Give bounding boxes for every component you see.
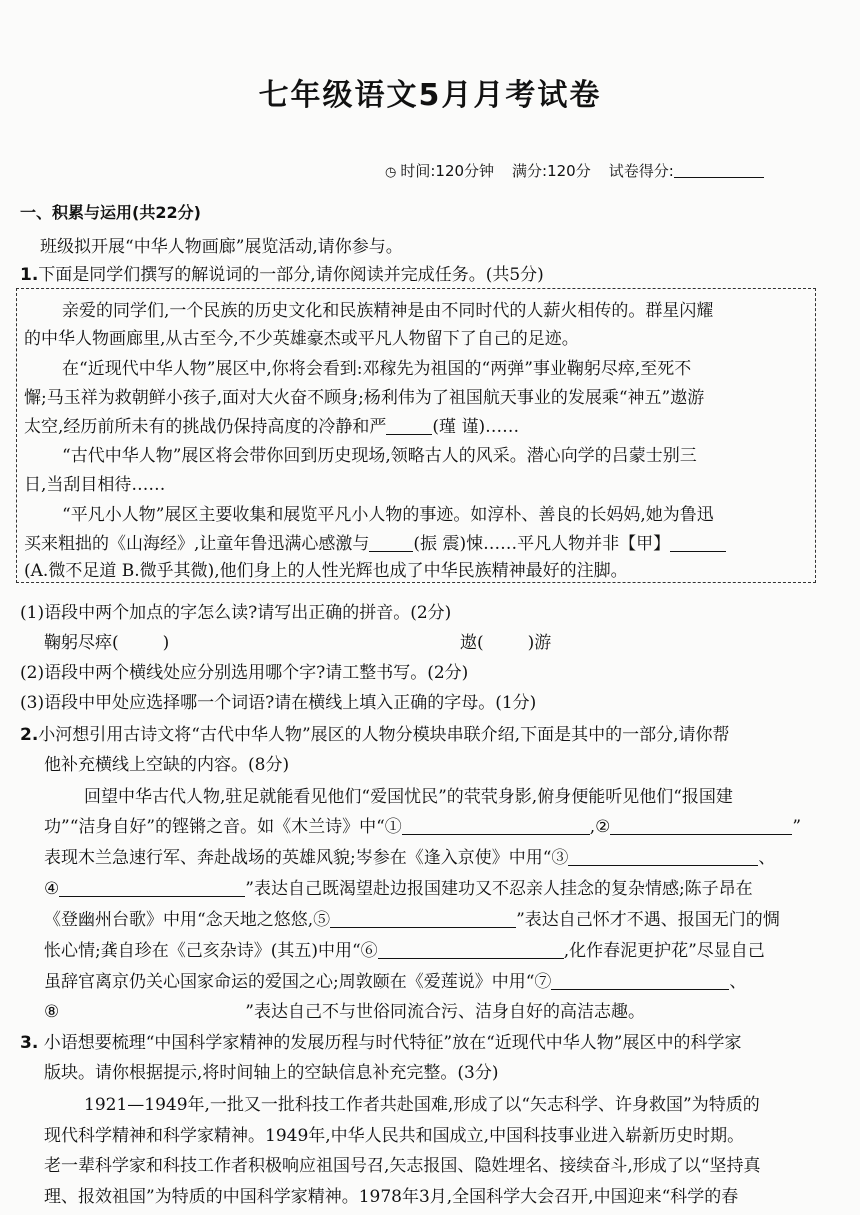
clock-icon: ◷ bbox=[385, 165, 397, 180]
answer-blank-5[interactable] bbox=[330, 927, 516, 928]
passage-line: 的中华人物画廊里,从古至今,不少英雄豪杰或平凡人物留下了自己的足迹。 bbox=[24, 329, 579, 349]
answer-blank-7[interactable] bbox=[551, 989, 729, 990]
q3-stem: 3. 小语想要梳理“中国科学家精神的发展历程与时代特征”放在“近现代中华人物”展区中的科学家 bbox=[20, 1033, 742, 1053]
answer-blank-6[interactable] bbox=[378, 958, 564, 959]
q2-para: 功”“洁身自好”的铿锵之音。如《木兰诗》中“① ,② ” bbox=[44, 817, 802, 837]
passage-line: 懈;马玉祥为救朝鲜小孩子,面对大火奋不顾身;杨利伟为了祖国航天事业的发展乘“神五”遨游 bbox=[24, 388, 705, 408]
passage-line: 买来粗拙的《山海经》,让童年鲁迅满心感激与 (振 震)悚……平凡人物并非【甲】 bbox=[24, 529, 726, 554]
passage-line: 亲爱的同学们,一个民族的历史文化和民族精神是由不同时代的人薪火相传的。群星闪耀 bbox=[62, 301, 714, 321]
q1-stem-text: 下面是同学们撰写的解说词的一部分,请你阅读并完成任务。(共5分) bbox=[38, 265, 544, 285]
q3-stem-2: 版块。请你根据提示,将时间轴上的空缺信息补充完整。(3分) bbox=[44, 1063, 499, 1083]
answer-blank-3[interactable] bbox=[568, 865, 758, 866]
q2-para: 怅心情;龚自珍在《己亥杂诗》(其五)中用“⑥ ,化作春泥更护花”尽显自己 bbox=[44, 941, 765, 961]
time-label: 时间:120分钟 bbox=[400, 162, 495, 180]
q2-para: 表现木兰急速行军、奔赴战场的英雄风貌;岑参在《逢入京使》中用“③ 、 bbox=[44, 848, 776, 868]
q1-sub1: (1)语段中两个加点的字怎么读?请写出正确的拼音。(2分) bbox=[20, 603, 452, 623]
q2-para: ④ ”表达自己既渴望赴边报国建功又不忍亲人挂念的复杂情感;陈子昂在 bbox=[44, 879, 753, 899]
exam-meta bbox=[385, 160, 764, 181]
q2-stem: 2.小河想引用古诗文将“古代中华人物”展区的人物分模块串联介绍,下面是其中的一部分,请你帮 bbox=[20, 725, 730, 745]
q1-stem bbox=[20, 260, 544, 285]
q3-para: 1921—1949年,一批又一批科技工作者共赴国难,形成了以“矢志科学、许身救国”为特质的 bbox=[84, 1095, 760, 1115]
answer-blank-1[interactable] bbox=[402, 834, 590, 835]
answer-blank[interactable] bbox=[386, 434, 432, 435]
q2-para: 《登幽州台歌》中用“念天地之悠悠,⑤ ”表达自己怀才不遇、报国无门的惆 bbox=[44, 910, 780, 930]
q3-para: 现代科学精神和科学家精神。1949年,中华人民共和国成立,中国科技事业进入崭新历史时期。 bbox=[44, 1126, 745, 1146]
q3-para: 理、报效祖国”为特质的中国科学家精神。1978年3月,全国科学大会召开,中国迎来“科学的春 bbox=[44, 1187, 739, 1207]
q1-sub3: (3)语段中甲处应选择哪一个词语?请在横线上填入正确的字母。(1分) bbox=[20, 693, 537, 713]
q1-sub1-b: 遨( )游 bbox=[460, 633, 552, 653]
answer-blank-2[interactable] bbox=[610, 834, 792, 835]
q2-stem-2: 他补充横线上空缺的内容。(8分) bbox=[44, 755, 290, 775]
q2-para: ⑧ ”表达自己不与世俗同流合污、洁身自好的高洁志趣。 bbox=[44, 1002, 645, 1022]
q2-para: 虽辞官离京仍关心国家命运的爱国之心;周敦颐在《爱莲说》中用“⑦ 、 bbox=[44, 972, 747, 992]
q1-number: 1. bbox=[20, 265, 39, 285]
page-title: 七年级语文5月月考试卷 bbox=[258, 78, 602, 113]
answer-blank[interactable] bbox=[670, 551, 726, 552]
section-heading: 一、积累与运用(共22分) bbox=[20, 203, 201, 222]
q1-sub1-a: 鞠躬尽瘁( ) bbox=[44, 633, 170, 653]
q2-para: 回望中华古代人物,驻足就能看见他们“爱国忧民”的茕茕身影,俯身便能听见他们“报国建 bbox=[84, 787, 733, 807]
score-label: 试卷得分: bbox=[608, 162, 674, 180]
passage-line: 太空,经历前所未有的挑战仍保持高度的冷静和严 (瑾 谨)…… bbox=[24, 417, 520, 437]
answer-blank-4[interactable] bbox=[59, 896, 245, 897]
q1-sub2: (2)语段中两个横线处应分别选用哪个字?请工整书写。(2分) bbox=[20, 663, 469, 683]
answer-blank[interactable] bbox=[369, 551, 413, 552]
q3-number: 3. bbox=[20, 1033, 39, 1053]
passage-line: (A.微不足道 B.微乎其微),他们身上的人性光辉也成了中华民族精神最好的注脚。 bbox=[24, 561, 628, 581]
q3-para: 老一辈科学家和科技工作者积极响应祖国号召,矢志报国、隐姓埋名、接续奋斗,形成了以“坚持真 bbox=[44, 1156, 761, 1176]
section-intro: 班级拟开展“中华人物画廊”展览活动,请你参与。 bbox=[40, 237, 403, 257]
full-score-label: 满分:120分 bbox=[512, 162, 591, 180]
passage-line: “古代中华人物”展区将会带你回到历史现场,领略古人的风采。潜心向学的吕蒙士别三 bbox=[62, 446, 697, 466]
score-blank[interactable] bbox=[674, 177, 764, 178]
q2-number: 2. bbox=[20, 725, 39, 745]
passage-line: 在“近现代中华人物”展区中,你将会看到:邓稼先为祖国的“两弹”事业鞠躬尽瘁,至死不 bbox=[62, 359, 692, 379]
passage-line: “平凡小人物”展区主要收集和展览平凡小人物的事迹。如淳朴、善良的长妈妈,她为鲁迅 bbox=[62, 505, 714, 525]
passage-line: 日,当刮目相待…… bbox=[24, 475, 166, 495]
